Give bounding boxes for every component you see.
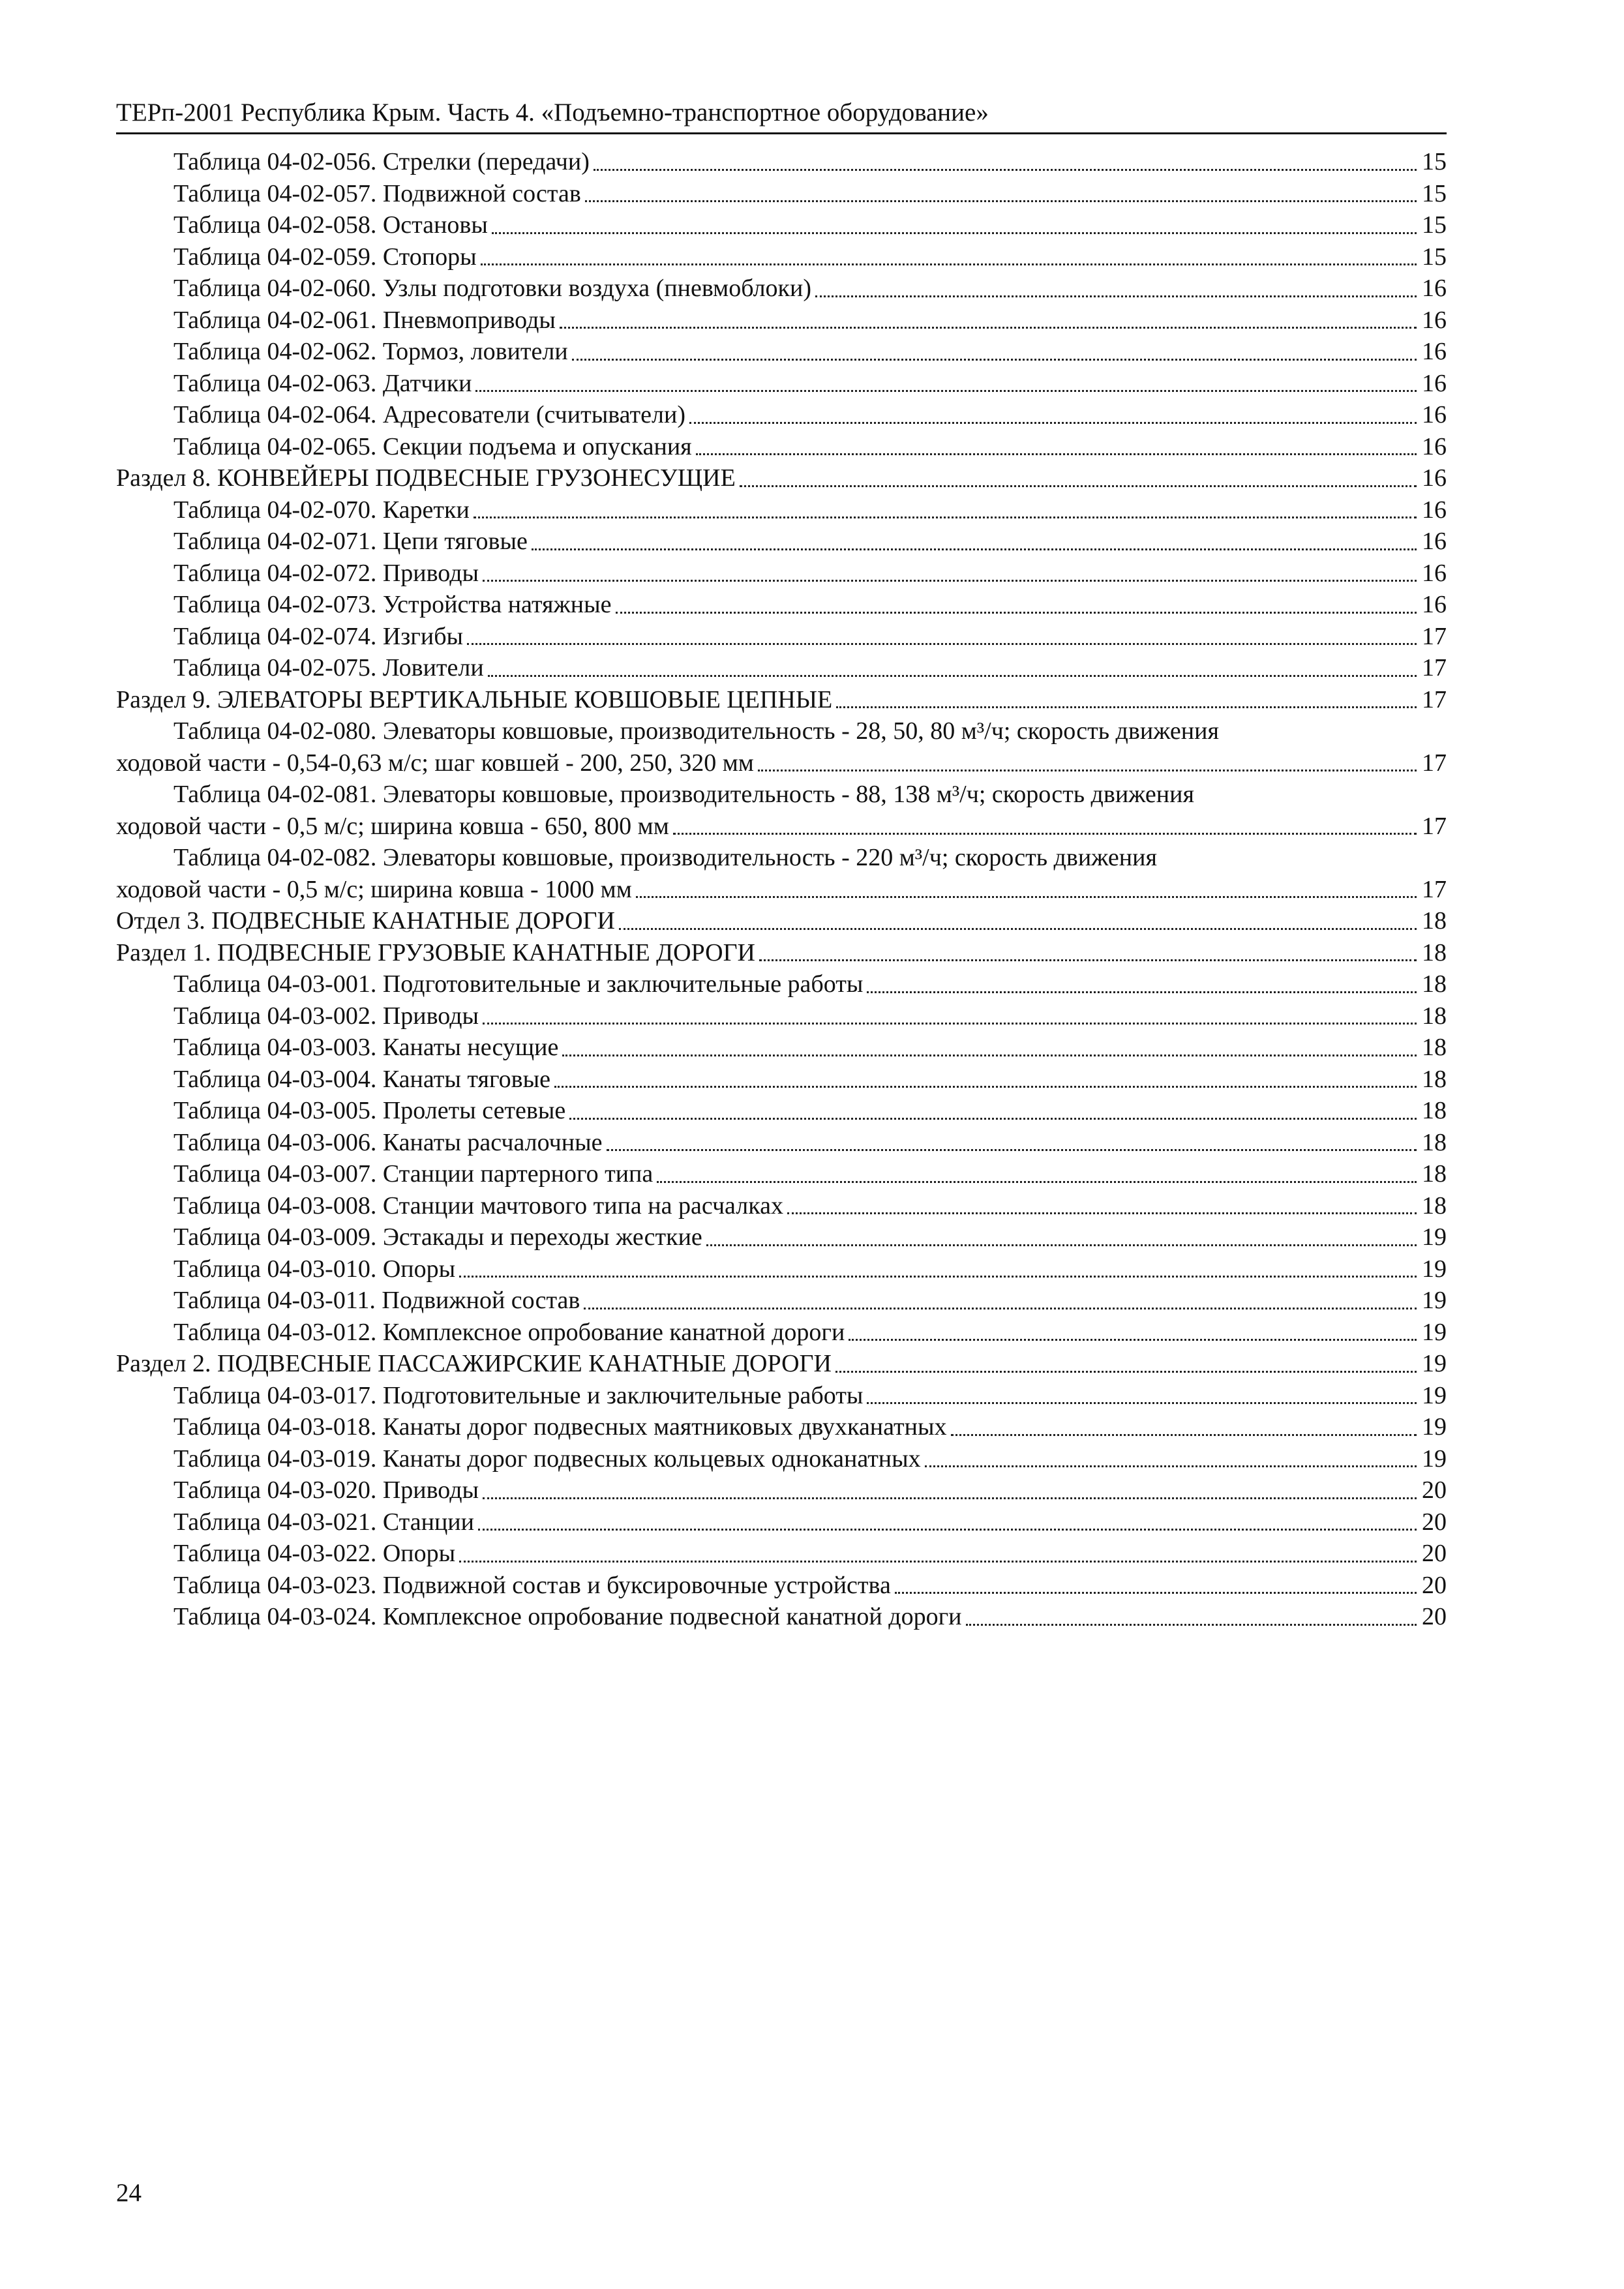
toc-table-entry[interactable] [116,558,1447,590]
dot-leader [584,1308,1417,1309]
toc-page-number: 15 [1422,148,1447,175]
dot-leader [488,675,1417,677]
toc-entry-title: Таблица 04-02-057. Подвижной состав [173,179,581,207]
dot-leader [532,548,1417,550]
toc-page-number: 18 [1422,938,1447,966]
toc-entry-title-continued: ходовой части - 0,5 м/с; ширина ковша - 1000 мм [116,875,632,903]
dot-leader [560,327,1417,329]
toc-entry-title: Таблица 04-03-011. Подвижной состав [173,1287,580,1314]
dot-leader [478,1529,1417,1531]
toc-entry-title: Таблица 04-02-061. Пневмоприводы [173,306,556,334]
toc-table-entry[interactable] [116,305,1447,337]
dot-leader [474,516,1417,518]
toc-table-entry[interactable] [116,1095,1447,1127]
toc-entry-title: Таблица 04-02-082. Элеваторы ковшовые, производительность - 220 м³/ч; скорость движения [173,844,1157,871]
toc-entry-title: Таблица 04-03-006. Канаты расчалочные [173,1128,603,1156]
dot-leader [706,1244,1417,1246]
toc-page-number: 18 [1422,1002,1447,1030]
toc-page-number: 18 [1422,1128,1447,1156]
toc-table-entry[interactable] [116,1000,1447,1032]
toc-page-number: 15 [1422,243,1447,271]
toc-page-number: 16 [1422,528,1447,555]
toc-page-number: 19 [1422,1381,1447,1409]
toc-page-number: 19 [1422,1444,1447,1473]
toc-page-number: 18 [1422,1097,1447,1124]
toc-entry-title: Таблица 04-03-004. Канаты тяговые [173,1065,550,1093]
dot-leader [951,1434,1417,1436]
toc-table-entry[interactable] [116,1253,1447,1285]
dot-leader [759,959,1417,961]
toc-entry-title: Таблица 04-02-058. Остановы [173,211,488,239]
toc-table-entry[interactable] [116,1285,1447,1317]
dot-leader [835,1371,1417,1373]
toc-entry-title-continued: ходовой части - 0,5 м/с; ширина ковша - 650, 800 мм [116,812,669,840]
toc-table-entry[interactable] [116,652,1447,684]
dot-leader [895,1592,1417,1594]
dot-leader [867,1402,1417,1404]
toc-page-number: 16 [1422,432,1447,460]
toc-table-entry[interactable] [116,178,1447,210]
dot-leader [925,1465,1417,1467]
dot-leader [483,580,1417,582]
toc-entry-title: Таблица 04-03-020. Приводы [173,1476,479,1504]
toc-entry-title-continued: ходовой части - 0,54-0,63 м/с; шаг ковшей - 200, 250, 320 мм [116,749,754,777]
toc-page-number: 16 [1422,275,1447,302]
toc-table-entry[interactable] [116,1127,1447,1159]
toc-page-number: 17 [1422,812,1447,840]
toc-page-number: 17 [1422,749,1447,777]
toc-page-number: 20 [1422,1476,1447,1504]
toc-section-entry[interactable] [116,1348,1447,1380]
toc-entry-title: Таблица 04-03-017. Подготовительные и заключительные работы [173,1381,864,1409]
toc-entry-title: Таблица 04-02-073. Устройства натяжные [173,591,612,618]
toc-entry-title: Таблица 04-03-022. Опоры [173,1540,456,1567]
dot-leader [867,991,1417,993]
dot-leader [849,1339,1417,1341]
toc-page-number: 18 [1422,1160,1447,1188]
toc-page-number: 20 [1422,1508,1447,1536]
toc-page-number: 16 [1422,401,1447,428]
toc-page-number: 16 [1422,369,1447,397]
toc-page-number: 19 [1422,1318,1447,1346]
dot-leader [966,1624,1417,1626]
toc-entry-title: Таблица 04-02-065. Секции подъема и опускания [173,432,692,460]
toc-entry-title: Таблица 04-02-062. Тормоз, ловители [173,338,568,365]
toc-entry-title: Таблица 04-02-064. Адресователи (считыватели) [173,401,685,428]
table-of-contents [116,146,1447,1633]
dot-leader [572,359,1417,361]
toc-entry-title: Таблица 04-02-080. Элеваторы ковшовые, производительность - 28, 50, 80 м³/ч; скорость движения [173,717,1219,745]
toc-entry-title: Таблица 04-03-008. Станции мачтового типа на расчалках [173,1191,783,1219]
dot-leader [467,643,1417,645]
page-number: 24 [116,2179,142,2207]
toc-table-entry[interactable] [116,1506,1447,1538]
toc-page-number: 18 [1422,907,1447,935]
toc-table-entry[interactable] [116,1411,1447,1443]
toc-entry-title: Таблица 04-03-024. Комплексное опробование подвесной канатной дороги [173,1603,962,1630]
toc-page-number: 17 [1422,875,1447,903]
toc-table-entry[interactable] [116,1190,1447,1222]
toc-table-entry[interactable] [116,1158,1447,1190]
toc-page-number: 15 [1422,211,1447,239]
toc-page-number: 19 [1422,1255,1447,1283]
toc-page-number: 18 [1422,970,1447,998]
dot-leader [585,200,1417,202]
toc-page-number: 19 [1422,1413,1447,1441]
toc-table-entry[interactable] [116,1443,1447,1475]
toc-table-entry[interactable] [116,1570,1447,1602]
toc-page-number: 16 [1422,464,1447,492]
toc-page-number: 20 [1422,1540,1447,1567]
toc-table-entry[interactable] [116,146,1447,178]
dot-leader [483,1023,1417,1025]
dot-leader [696,453,1417,455]
toc-section-entry[interactable] [116,462,1447,494]
dot-leader [636,896,1417,898]
toc-page-number: 16 [1422,338,1447,365]
toc-entry-title: Раздел 1. ПОДВЕСНЫЕ ГРУЗОВЫЕ КАНАТНЫЕ ДОРОГИ [116,938,755,966]
toc-entry-title: Таблица 04-03-018. Канаты дорог подвесных маятниковых двухканатных [173,1413,947,1441]
dot-leader [492,232,1417,234]
toc-table-entry[interactable] [116,589,1447,621]
toc-entry-title: Таблица 04-02-063. Датчики [173,369,472,397]
toc-entry-continuation [116,874,1447,906]
toc-entry-title: Таблица 04-03-019. Канаты дорог подвесных кольцевых одноканатных [173,1444,921,1473]
toc-table-entry[interactable] [116,526,1447,558]
dot-leader [475,390,1417,392]
toc-entry-continuation [116,811,1447,843]
toc-entry-title: Таблица 04-03-009. Эстакады и переходы жесткие [173,1223,702,1251]
toc-table-entry[interactable] [116,1221,1447,1253]
dot-leader [657,1181,1417,1183]
toc-table-entry[interactable] [116,621,1447,653]
toc-table-entry[interactable] [116,1601,1447,1633]
toc-page-number: 18 [1422,1065,1447,1093]
toc-page-number: 19 [1422,1350,1447,1377]
toc-entry-title: Таблица 04-03-023. Подвижной состав и буксировочные устройства [173,1571,891,1599]
dot-leader [569,1118,1417,1120]
toc-table-entry[interactable] [116,209,1447,241]
dot-leader [673,833,1417,835]
toc-page-number: 18 [1422,1034,1447,1061]
dot-leader [594,169,1417,171]
dot-leader [836,706,1417,708]
dot-leader [554,1086,1417,1088]
toc-entry-title: Таблица 04-02-075. Ловители [173,654,484,681]
toc-table-entry[interactable] [116,368,1447,400]
toc-entry-title: Отдел 3. ПОДВЕСНЫЕ КАНАТНЫЕ ДОРОГИ [116,907,615,935]
toc-page-number: 19 [1422,1287,1447,1314]
toc-entry-title: Таблица 04-03-005. Пролеты сетевые [173,1097,566,1124]
dot-leader [459,1276,1417,1278]
toc-entry-title: Таблица 04-02-056. Стрелки (передачи) [173,148,590,175]
dot-leader [562,1055,1417,1056]
toc-page-number: 20 [1422,1571,1447,1599]
toc-page-number: 16 [1422,559,1447,587]
toc-entry-title: Таблица 04-02-059. Стопоры [173,243,477,271]
toc-entry-title: Таблица 04-02-070. Каретки [173,496,470,524]
toc-page-number: 16 [1422,306,1447,334]
toc-entry-title: Таблица 04-02-081. Элеваторы ковшовые, производительность - 88, 138 м³/ч; скорость движения [173,781,1194,808]
toc-entry-title: Таблица 04-03-002. Приводы [173,1002,479,1030]
toc-entry-title: Таблица 04-02-060. Узлы подготовки воздуха (пневмоблоки) [173,275,811,302]
dot-leader [689,422,1417,424]
toc-entry-title: Таблица 04-02-071. Цепи тяговые [173,528,528,555]
toc-entry-title: Раздел 8. КОНВЕЙЕРЫ ПОДВЕСНЫЕ ГРУЗОНЕСУЩИЕ [116,464,736,492]
toc-table-entry[interactable] [116,431,1447,463]
toc-table-entry[interactable] [116,715,1447,779]
toc-entry-title: Таблица 04-03-007. Станции партерного типа [173,1160,654,1188]
toc-table-entry[interactable] [116,273,1447,305]
toc-section-entry[interactable] [116,937,1447,969]
toc-entry-title: Таблица 04-02-072. Приводы [173,559,479,587]
toc-table-entry[interactable] [116,336,1447,368]
toc-entry-title: Таблица 04-03-021. Станции [173,1508,474,1536]
dot-leader [483,1497,1417,1499]
toc-page-number: 20 [1422,1603,1447,1630]
toc-page-number: 16 [1422,496,1447,524]
toc-page-number: 15 [1422,179,1447,207]
toc-page-number: 16 [1422,591,1447,618]
toc-entry-title: Таблица 04-03-010. Опоры [173,1255,456,1283]
toc-table-entry[interactable] [116,1032,1447,1064]
toc-table-entry[interactable] [116,1064,1447,1096]
header-divider [116,132,1447,134]
dot-leader [787,1212,1417,1214]
toc-table-entry[interactable] [116,842,1447,905]
toc-table-entry[interactable] [116,399,1447,431]
dot-leader [459,1561,1417,1563]
toc-table-entry[interactable] [116,241,1447,273]
toc-page-number: 19 [1422,1223,1447,1251]
toc-page-number: 17 [1422,685,1447,713]
dot-leader [740,485,1417,487]
toc-table-entry[interactable] [116,1380,1447,1412]
toc-table-entry[interactable] [116,1474,1447,1506]
toc-section-entry[interactable] [116,684,1447,716]
toc-entry-continuation [116,747,1447,779]
running-header: ТЕРп-2001 Республика Крым. Часть 4. «Подъемно-транспортное оборудование» [116,98,989,127]
toc-entry-title: Таблица 04-03-003. Канаты несущие [173,1034,559,1061]
toc-page-number: 18 [1422,1191,1447,1219]
dot-leader [815,295,1417,297]
dot-leader [758,770,1417,771]
dot-leader [607,1149,1417,1151]
dot-leader [481,263,1417,265]
toc-entry-title: Таблица 04-03-001. Подготовительные и заключительные работы [173,970,864,998]
toc-entry-title: Таблица 04-03-012. Комплексное опробование канатной дороги [173,1318,845,1346]
toc-table-entry[interactable] [116,1317,1447,1349]
toc-page-number: 17 [1422,622,1447,650]
toc-entry-title: Раздел 2. ПОДВЕСНЫЕ ПАССАЖИРСКИЕ КАНАТНЫЕ ДОРОГИ [116,1350,832,1377]
toc-table-entry[interactable] [116,968,1447,1000]
dot-leader [619,928,1417,930]
toc-section-entry[interactable] [116,905,1447,937]
toc-table-entry[interactable] [116,779,1447,842]
toc-entry-title: Раздел 9. ЭЛЕВАТОРЫ ВЕРТИКАЛЬНЫЕ КОВШОВЫЕ ЦЕПНЫЕ [116,685,833,713]
toc-table-entry[interactable] [116,494,1447,526]
dot-leader [616,612,1417,614]
toc-entry-title: Таблица 04-02-074. Изгибы [173,622,464,650]
toc-page-number: 17 [1422,654,1447,681]
toc-table-entry[interactable] [116,1538,1447,1570]
